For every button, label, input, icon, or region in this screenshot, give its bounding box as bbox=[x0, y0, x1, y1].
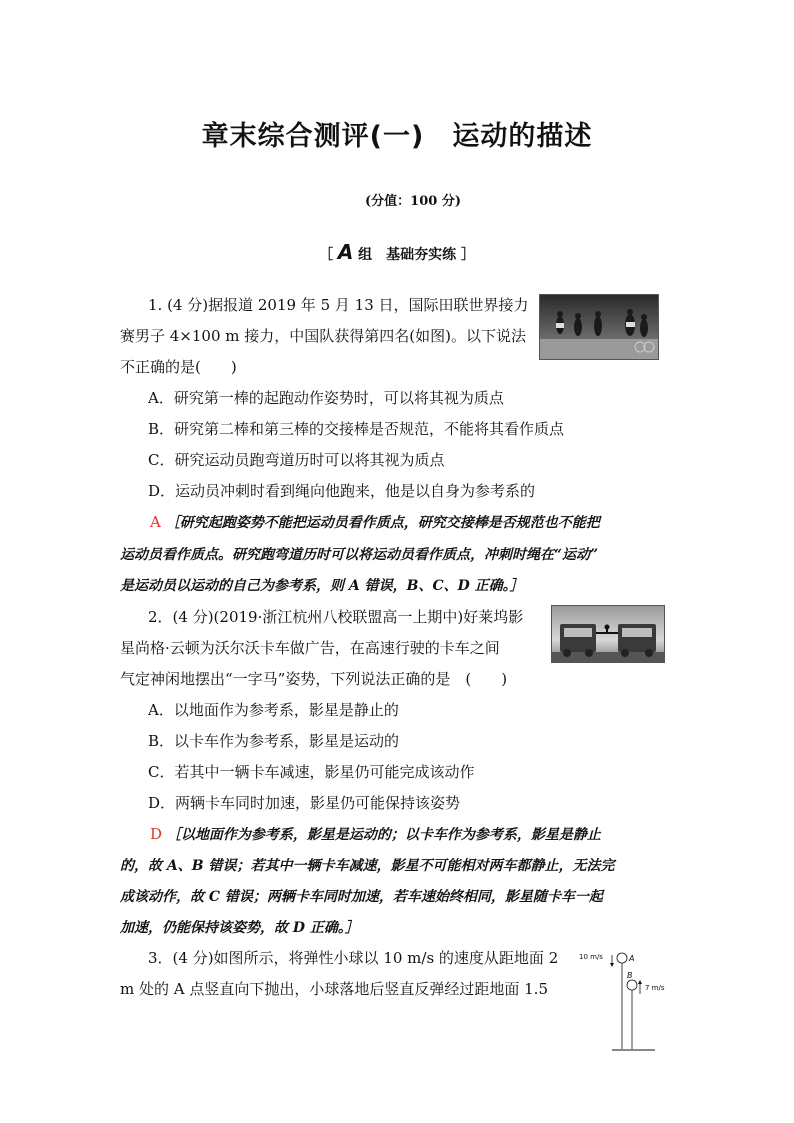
q1-line-2: 赛男子 4×100 m 接力，中国队获得第四名(如图)。以下说法 bbox=[120, 327, 526, 345]
relay-race-photo bbox=[539, 294, 659, 360]
figure-label-7ms: 7 m/s bbox=[645, 984, 665, 992]
bracket-close: ］ bbox=[461, 247, 476, 263]
q3-line-2: m 处的 A 点竖直向下抛出，小球落地后竖直反弹经过距地面 1.5 bbox=[120, 980, 548, 998]
group-letter: A bbox=[337, 240, 354, 264]
bracket-open: ［ bbox=[318, 247, 333, 263]
q1-option-d: D．运动员冲刺时看到绳向他跑来，他是以自身为参考系的 bbox=[148, 482, 536, 500]
ball-b bbox=[627, 980, 637, 990]
q2-option-d: D．两辆卡车同时加速，影星仍可能保持该姿势 bbox=[148, 794, 461, 812]
q2-line-2: 星尚格·云顿为沃尔沃卡车做广告，在高速行驶的卡车之间 bbox=[120, 639, 500, 657]
down-arrow-head bbox=[610, 963, 614, 967]
figure-label-a: A bbox=[629, 954, 635, 963]
figure-label-b: B bbox=[627, 971, 633, 980]
q1-answer-line-2: 运动员看作质点。研究跑弯道历时可以将运动员看作质点，冲刺时绳在“运动” bbox=[120, 547, 599, 563]
q2-line-3: 气定神闲地摆出“一字马”姿势，下列说法正确的是 ( ) bbox=[120, 670, 508, 688]
q1-answer-text-1: ［研究起跑姿势不能把运动员看作质点，研究交接棒是否规范也不能把 bbox=[165, 515, 600, 531]
up-arrow-head bbox=[638, 980, 642, 984]
q3-line-1: 3．(4 分)如图所示，将弹性小球以 10 m/s 的速度从距地面 2 bbox=[148, 949, 559, 967]
q1-line-3: 不正确的是( ) bbox=[120, 358, 237, 376]
q1-line-1: 1. (4 分)据报道 2019 年 5 月 13 日，国际田联世界接力 bbox=[148, 296, 529, 314]
page-title: 章末综合测评(一) 运动的描述 bbox=[201, 121, 593, 152]
q2-answer-line-1 bbox=[150, 824, 601, 845]
q2-option-a: A．以地面作为参考系，影星是静止的 bbox=[148, 701, 399, 719]
q1-answer-letter: A bbox=[150, 513, 161, 531]
q2-line-1: 2．(4 分)(2019·浙江杭州八校联盟高一上期中)好莱坞影 bbox=[148, 608, 524, 626]
group-header bbox=[0, 240, 794, 264]
score-note: (分值：100 分) bbox=[365, 194, 461, 209]
trucks-photo bbox=[551, 605, 665, 663]
q2-answer-line-3: 成该动作，故 C 错误；两辆卡车同时加速，若车速始终相同，影星随卡车一起 bbox=[120, 889, 603, 905]
q1-option-b: B．研究第二棒和第三棒的交接棒是否规范，不能将其看作质点 bbox=[148, 420, 565, 438]
figure-label-10ms: 10 m/s bbox=[579, 953, 603, 961]
group-label: 组 基础夯实练 bbox=[358, 247, 457, 263]
q1-answer-line-3: 是运动员以运动的自己为参考系，则 A 错误，B、C、D 正确。］ bbox=[120, 578, 524, 594]
q1-answer-line-1 bbox=[150, 512, 600, 533]
q2-answer-line-4: 加速，仍能保持该姿势，故 D 正确。］ bbox=[120, 920, 359, 936]
q2-answer-text-1: ［以地面作为参考系，影星是运动的；以卡车作为参考系，影星是静止 bbox=[166, 827, 601, 843]
q2-answer-letter: D bbox=[150, 825, 163, 843]
ball-bounce-figure bbox=[575, 945, 665, 1055]
q2-option-b: B．以卡车作为参考系，影星是运动的 bbox=[148, 732, 400, 750]
q2-answer-line-2: 的，故 A、B 错误；若其中一辆卡车减速，影星不可能相对两车都静止，无法完 bbox=[120, 858, 615, 874]
ball-a bbox=[617, 953, 627, 963]
q1-option-a: A．研究第一棒的起跑动作姿势时，可以将其视为质点 bbox=[148, 389, 504, 407]
q1-option-c: C．研究运动员跑弯道历时可以将其视为质点 bbox=[148, 451, 445, 469]
q2-option-c: C．若其中一辆卡车减速，影星仍可能完成该动作 bbox=[148, 763, 475, 781]
